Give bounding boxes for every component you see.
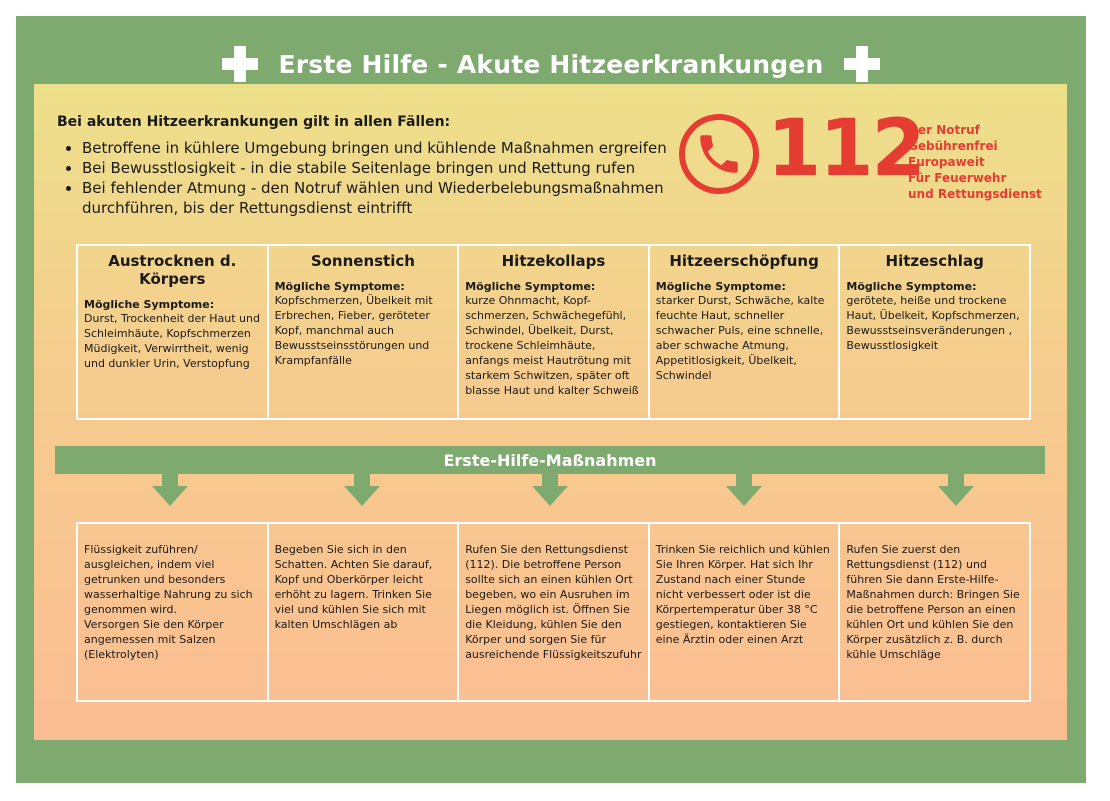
symptoms-text: Durst, Trockenheit der Haut und Schleimhäute, Kopfschmerzen Müdigkeit, Verwirrtheit, wenig und dunkler Urin, Verstopfung: [84, 312, 260, 370]
emergency-line: Gebührenfrei: [908, 139, 998, 153]
intro-bullet: • Bei Bewusstlosigkeit - in die stabile Seitenlage bringen und Rettung rufen: [82, 158, 677, 178]
intro-bullet: • Betroffene in kühlere Umgebung bringen und kühlende Maßnahmen ergreifen: [82, 138, 677, 158]
page-title: Erste Hilfe - Akute Hitzeerkrankungen: [278, 49, 824, 79]
measure-text: Flüssigkeit zuführen/ ausgleichen, indem viel getrunken und besonders wasserhaltige Nahrung zu sich genommen wird. Versorgen Sie den Körper angemessen mit Salzen (Elektrolyten): [78, 524, 269, 700]
measures-table: [76, 522, 1031, 702]
measure-text: Trinken Sie reichlich und kühlen Sie Ihren Körper. Hat sich Ihr Zustand nach einer Stunde nicht verbessert oder ist die Körpertemperatur über 38 °C gestiegen, kontaktieren Sie eine Ärztin oder einen Arzt: [650, 524, 841, 700]
symptoms-text: gerötete, heiße und trockene Haut, Übelkeit, Kopfschmerzen, Bewusstseinsveränderungen , Bewusstlosigkeit: [846, 294, 1020, 352]
intro-list: [57, 138, 677, 218]
emergency-number: 112: [767, 104, 924, 194]
symptoms-heading: Mögliche Symptome:: [274, 280, 405, 293]
arrow-down-icon: [532, 474, 568, 506]
content-panel: [34, 84, 1067, 740]
arrow-down-icon: [726, 474, 762, 506]
measure-text: Rufen Sie den Rettungsdienst (112). Die betroffene Person sollte sich an einen kühlen Ort begeben, wo ein Ausruhen im Liegen möglich ist. Öffnen Sie die Kleidung, kühlen Sie den Körper und sorgen Sie für ausreichende Flüssigkeitszufuhr: [459, 524, 650, 700]
symptoms-table: [76, 244, 1031, 420]
emergency-line: Der Notruf: [908, 123, 980, 137]
emergency-line: und Rettungsdienst: [908, 187, 1042, 201]
arrow-down-icon: [344, 474, 380, 506]
condition-title: Hitzeerschöpfung: [669, 252, 819, 270]
condition-column: [269, 246, 460, 418]
measures-banner: Erste-Hilfe-Maßnahmen: [55, 446, 1045, 474]
condition-title: Hitzeschlag: [885, 252, 984, 270]
intro-heading: Bei akuten Hitzeerkrankungen gilt in allen Fällen:: [57, 114, 451, 130]
poster-frame: [16, 16, 1086, 783]
emergency-description: [908, 122, 1042, 202]
condition-column: [459, 246, 650, 418]
first-aid-cross-icon: [844, 46, 880, 82]
symptoms-heading: Mögliche Symptome:: [465, 280, 596, 293]
symptoms-heading: Mögliche Symptome:: [655, 280, 786, 293]
condition-column: [840, 246, 1029, 418]
condition-title: Hitzekollaps: [501, 252, 606, 270]
intro-bullet: • Bei fehlender Atmung - den Notruf wählen und Wiederbelebungsmaßnahmen durchführen, bis der Rettungsdienst eintrifft: [82, 178, 677, 218]
condition-column: [650, 246, 841, 418]
measure-text: Rufen Sie zuerst den Rettungsdienst (112) und führen Sie dann Erste-Hilfe-Maßnahmen durch: Bringen Sie die betroffene Person an einen kühlen Ort und kühlen Sie den Körper zusätzlich z. B. durch kühle Umschläge: [846, 543, 1020, 661]
emergency-number-box: [679, 104, 1064, 204]
symptoms-heading: Mögliche Symptome:: [84, 298, 215, 311]
condition-column: [78, 246, 269, 418]
symptoms-heading: Mögliche Symptome:: [846, 280, 977, 293]
measure-text: Begeben Sie sich in den Schatten. Achten Sie darauf, Kopf und Oberkörper leicht erhöht zu lagern. Trinken Sie viel und kühlen Sie sich mit kalten Umschlägen ab: [269, 524, 460, 700]
condition-title: Austrocknen d. Körpers: [108, 252, 237, 288]
symptoms-text: kurze Ohnmacht, Kopf-schmerzen, Schwächegefühl, Schwindel, Übelkeit, Durst, trockene Schleimhäute, anfangs meist Hautrötung mit starkem Schwitzen, später oft blasse Haut und kalter Schweiß: [465, 294, 639, 397]
phone-icon: [679, 114, 759, 194]
symptoms-text: Kopfschmerzen, Übelkeit mit Erbrechen, Fieber, geröteter Kopf, manchmal auch Bewusstseinsstörungen und Krampfanfälle: [274, 294, 433, 367]
first-aid-cross-icon: [222, 46, 258, 82]
intro-section: [57, 114, 677, 218]
arrow-down-icon: [152, 474, 188, 506]
emergency-line: Für Feuerwehr: [908, 171, 1007, 185]
symptoms-text: starker Durst, Schwäche, kalte feuchte Haut, schneller schwacher Puls, eine schnelle, aber schwache Atmung, Appetitlosigkeit, Übelkeit, Schwindel: [655, 294, 825, 382]
arrow-down-icon: [938, 474, 974, 506]
condition-title: Sonnenstich: [310, 252, 415, 270]
emergency-line: Europaweit: [908, 155, 985, 169]
